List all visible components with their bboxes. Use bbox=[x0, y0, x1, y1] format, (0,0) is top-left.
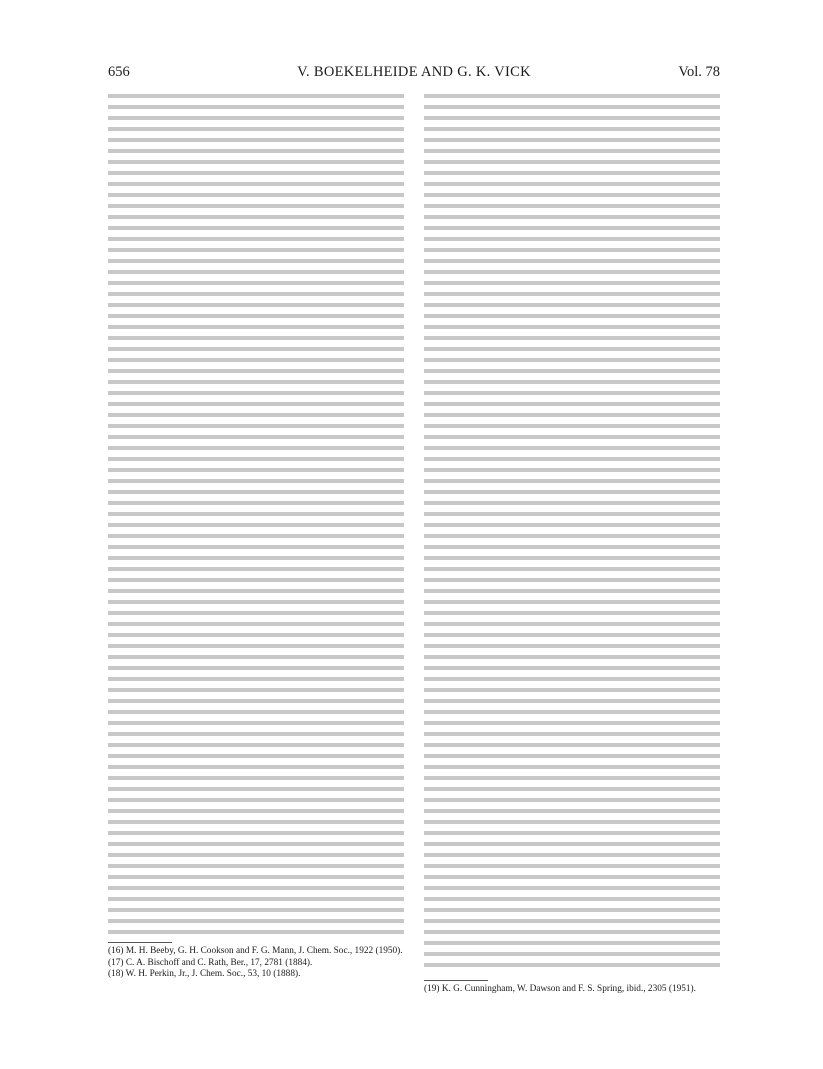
left-column bbox=[108, 94, 404, 1016]
right-column bbox=[424, 94, 720, 1016]
left-footnote-rule bbox=[108, 942, 172, 943]
footnote: (17) C. A. Bischoff and C. Rath, Ber., 17, 2781 (1884). bbox=[108, 957, 313, 968]
running-head: V. BOEKELHEIDE AND G. K. VICK bbox=[297, 64, 531, 80]
left-column-body-text bbox=[108, 94, 404, 936]
footnote: (16) M. H. Beeby, G. H. Cookson and F. G. Mann, J. Chem. Soc., 1922 (1950). bbox=[108, 946, 403, 956]
right-column-body-text bbox=[424, 94, 720, 974]
footnote: (19) K. G. Cunningham, W. Dawson and F. S. Spring, ibid., 2305 (1951). bbox=[424, 984, 696, 994]
left-footnotes bbox=[108, 946, 404, 981]
footnote: (18) W. H. Perkin, Jr., J. Chem. Soc., 53, 10 (1888). bbox=[108, 969, 301, 980]
page-number: 656 bbox=[108, 64, 130, 80]
right-footnote-rule bbox=[424, 980, 488, 981]
volume-number: Vol. 78 bbox=[678, 64, 720, 80]
page-header bbox=[108, 64, 720, 84]
right-footnotes bbox=[424, 984, 720, 996]
